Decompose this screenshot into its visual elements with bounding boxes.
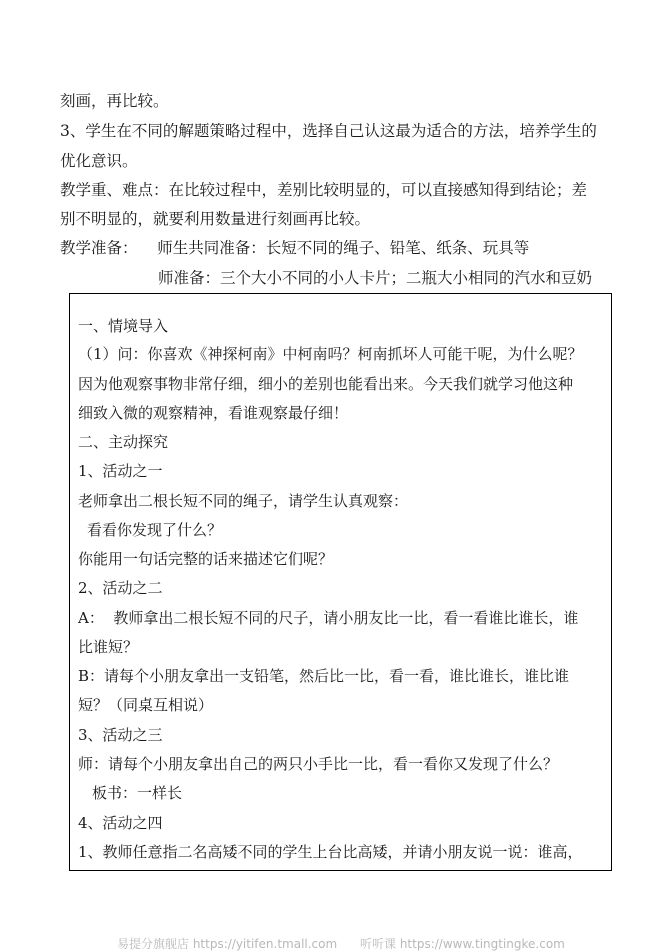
box-line: （1）问：你喜欢《神探柯南》中柯南吗？柯南抓坏人可能干呢，为什么呢？ — [78, 345, 583, 363]
box-line: 老师拿出二根长短不同的绳子，请学生认真观察： — [78, 492, 409, 510]
box-line: 细致入微的观察精神，看谁观察最仔细！ — [78, 404, 349, 422]
box-line: 师：请每个小朋友拿出自己的两只小手比一比，看一看你又发现了什么？ — [78, 755, 559, 773]
box-line: 一、情境导入 — [78, 317, 169, 335]
box-line: 3、活动之三 — [78, 726, 163, 744]
intro-line: 师准备：三个大小不同的小人卡片；二瓶大小相同的汽水和豆奶 — [158, 269, 593, 287]
box-line: 比谁短？ — [78, 638, 139, 656]
intro-line: 优化意识。 — [60, 152, 138, 170]
box-line: A： 教师拿出二根长短不同的尺子，请小朋友比一比，看一看谁比谁长，谁 — [78, 609, 579, 627]
box-line: 因为他观察事物非常仔细，细小的差别也能看出来。今天我们就学习他这种 — [78, 375, 574, 393]
footer-right-watermark: 听听课 https://www.tingtingke.com — [360, 937, 565, 951]
box-line: 你能用一句话完整的话来描述它们呢？ — [78, 550, 334, 568]
box-line: B：请每个小朋友拿出一支铅笔，然后比一比，看一看，谁比谁长，谁比谁 — [78, 667, 570, 685]
footer-left-watermark: 易提分旗舰店 https://yitifen.tmall.com — [117, 937, 338, 951]
box-line: 2、活动之二 — [78, 579, 163, 597]
intro-line: 刻画，再比较。 — [60, 92, 169, 110]
box-line: 1、活动之一 — [78, 462, 163, 480]
intro-line: 教学重、难点：在比较过程中，差别比较明显的，可以直接感知得到结论；差 — [60, 181, 588, 199]
box-line: 短？（同桌互相说） — [78, 696, 214, 714]
box-line: 1、教师任意指二名高矮不同的学生上台比高矮，并请小朋友说一说：谁高， — [78, 843, 583, 861]
intro-line: 别不明显的，就要利用数量进行刻画再比较。 — [60, 210, 371, 228]
box-line: 板书：一样长 — [92, 784, 183, 802]
box-line: 看看你发现了什么？ — [87, 521, 223, 539]
box-line: 二、主动探究 — [78, 433, 169, 451]
box-line: 4、活动之四 — [78, 814, 163, 832]
intro-line: 教学准备： 师生共同准备：长短不同的绳子、铅笔、纸条、玩具等 — [60, 239, 530, 257]
lesson-content-box — [69, 293, 612, 871]
intro-line: 3、学生在不同的解题策略过程中，选择自己认这最为适合的方法，培养学生的 — [60, 122, 597, 140]
